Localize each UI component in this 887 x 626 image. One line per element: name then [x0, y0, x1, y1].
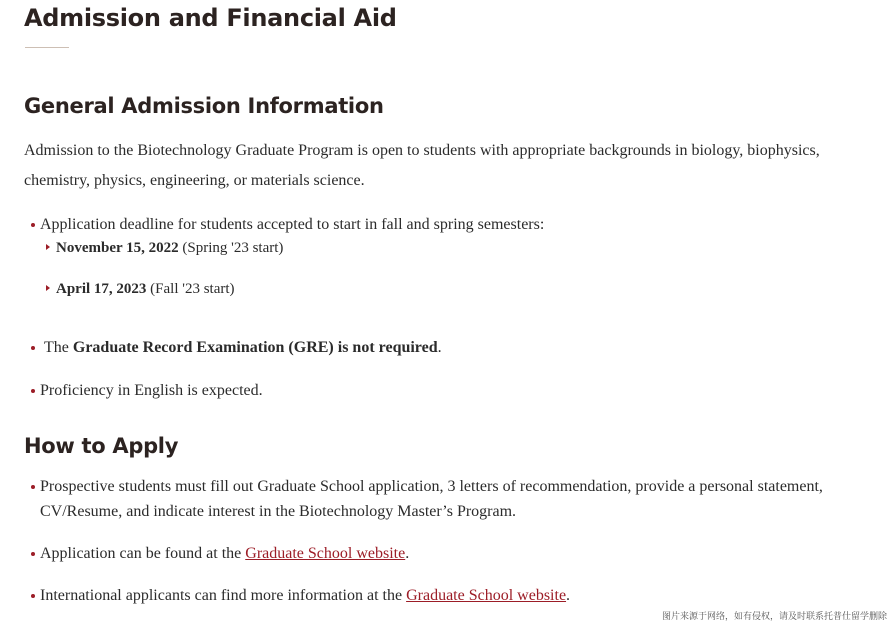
deadline-date: November 15, 2022	[56, 240, 179, 256]
bullet-icon	[31, 346, 35, 350]
requirements-list-item	[40, 474, 887, 524]
bullet-icon	[31, 552, 35, 556]
watermark: 图片来源于网络，如有侵权，请及时联系托普仕留学删除	[661, 612, 887, 622]
international-list-item	[40, 583, 570, 608]
international-prefix: International applicants can find more information at the	[40, 587, 403, 604]
gre-suffix: .	[437, 339, 442, 356]
deadline-list-item	[40, 212, 544, 237]
deadline-intro: Application deadline for students accepted to start in fall and spring semesters:	[40, 216, 545, 233]
deadline-note: (Spring '23 start)	[182, 240, 284, 256]
deadline-fall	[56, 278, 235, 300]
english-requirement: Proficiency in English is expected.	[40, 382, 263, 399]
triangle-bullet-icon	[46, 285, 50, 291]
gre-prefix: The	[44, 339, 69, 356]
application-suffix: .	[405, 545, 410, 562]
deadline-spring	[56, 237, 283, 259]
deadline-note: (Fall '23 start)	[150, 281, 235, 297]
application-prefix: Application can be found at the	[40, 545, 242, 562]
graduate-school-website-link-international[interactable]: Graduate School website	[406, 587, 567, 604]
page-title: Admission and Financial Aid	[24, 4, 397, 32]
international-suffix: .	[566, 587, 571, 604]
bullet-icon	[31, 485, 35, 489]
gre-requirement: Graduate Record Examination (GRE) is not required	[72, 339, 438, 356]
general-admission-heading: General Admission Information	[24, 94, 384, 118]
bullet-icon	[31, 223, 35, 227]
english-list-item	[40, 378, 263, 403]
bullet-icon	[31, 594, 35, 598]
application-requirements: Prospective students must fill out Graduate School application, 3 letters of recommendation, provide a personal statement, CV/Resume, and indicate interest in the Biotechnology Master’s Program.	[40, 478, 823, 520]
how-to-apply-heading: How to Apply	[24, 434, 179, 458]
title-underline	[25, 47, 69, 48]
application-list-item	[40, 541, 409, 566]
deadline-date: April 17, 2023	[56, 281, 147, 297]
admission-intro: Admission to the Biotechnology Graduate Program is open to students with appropriate backgrounds in biology, biophysics, chemistry, physics, engineering, or materials science.	[24, 142, 820, 189]
gre-list-item	[40, 335, 442, 360]
graduate-school-website-link[interactable]: Graduate School website	[245, 545, 406, 562]
triangle-bullet-icon	[46, 244, 50, 250]
bullet-icon	[31, 389, 35, 393]
